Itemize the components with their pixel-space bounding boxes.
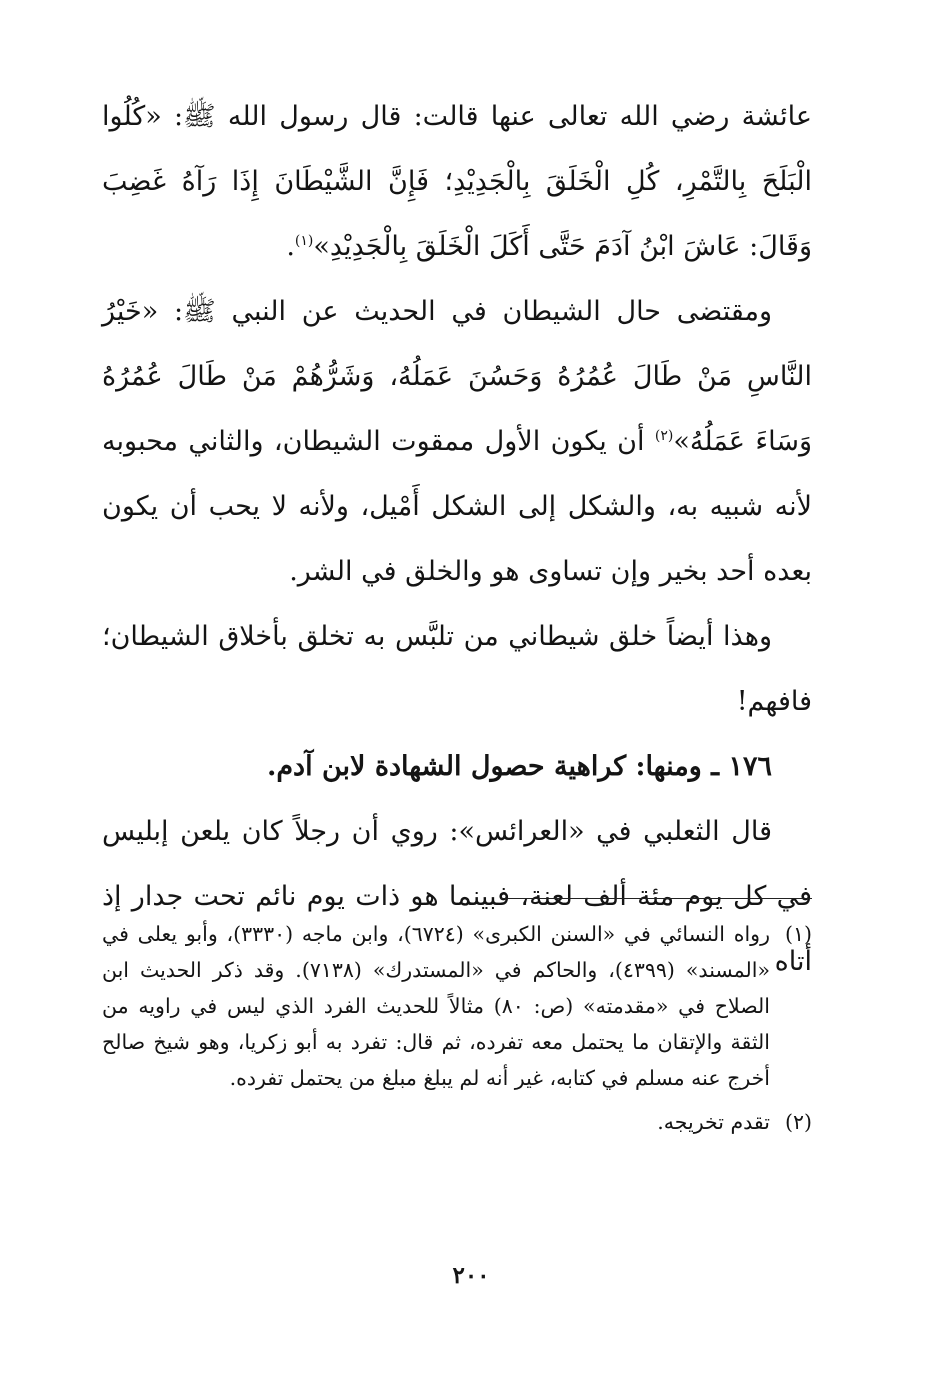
page-body [102, 84, 812, 994]
footnote-ref-2[interactable]: (٢) [654, 428, 674, 444]
footnote-text: رواه النسائي في «السنن الكبرى» (٦٧٢٤)، وابن ماجه (٣٣٣٠)، وأبو يعلى في «المسند» (٤٣٩٩)، والحاكم في «المستدرك» (٧١٣٨). وقد ذكر الحديث ابن الصلاح في «مقدمته» (ص: ٨٠) مثالاً للحديث الفرد الذي ليس في راويه من الثقة والإتقان ما يحتمل معه تفرده، ثم قال: تفرد به أبو زكريا، وهو شيخ صالح أخرج عنه مسلم في كتابه، غير أنه لم يبلغ مبلغ من يحتمل تفرده. [102, 922, 770, 1090]
footnote-text: تقدم تخريجه. [657, 1110, 770, 1134]
paragraph-tail: أن يكون الأول ممقوت الشيطان، والثاني محبوبه لأنه شبيه به، والشكل إلى الشكل أَمْيل، ولأنه لا يحب أن يكون بعده أحد بخير وإن تساوى هو والخلق في الشر. [102, 426, 812, 587]
paragraph-satanic-trait: وهذا أيضاً خلق شيطاني من تلبَّس به تخلق بأخلاق الشيطان؛ فافهم! [102, 621, 812, 717]
paragraph-hadith-dates [102, 84, 812, 279]
paragraph-text: ومقتضى حال الشيطان في الحديث عن النبي ﷺ: «خَيْرُ النَّاسِ مَنْ طَالَ عُمُرُهُ وَحَسُنَ عَمَلُهُ، وَشَرُّهُمْ مَنْ طَالَ عُمُرُهُ وَسَاءَ عَمَلُهُ» [102, 296, 812, 457]
footnote-2 [102, 1104, 812, 1140]
paragraph-best-people [102, 279, 812, 604]
footnote-number: (١) [784, 922, 812, 946]
footnote-ref-1[interactable]: (١) [294, 233, 314, 249]
section-heading: ١٧٦ ـ ومنها: كراهية حصول الشهادة لابن آدم. [266, 751, 772, 782]
paragraph-thaalibi: قال الثعلبي في «العرائس»: روي أن رجلاً كان يلعن إبليس في كل يوم مئة ألف لعنة، فبينما هو ذات يوم نائم تحت جدار إذ أتاه [102, 816, 812, 977]
footnote-1 [102, 916, 812, 1096]
footnote-divider [501, 898, 812, 899]
main-text [102, 84, 812, 994]
footnote-number: (٢) [784, 1110, 812, 1134]
paragraph-tail: . [286, 231, 295, 262]
footnotes [102, 916, 812, 1140]
page-number: ٢٠٠ [452, 1262, 490, 1289]
paragraph-text: عائشة رضي الله تعالى عنها قالت: قال رسول الله ﷺ: «كُلُوا الْبَلَحَ بِالتَّمْرِ، كُلِ الْخَلَقَ بِالْجَدِيْدِ؛ فَإِنَّ الشَّيْطَانَ إِذَا رَآهُ غَضِبَ وَقَالَ: عَاشَ ابْنُ آدَمَ حَتَّى أَكَلَ الْخَلَقَ بِالْجَدِيْدِ» [102, 101, 812, 262]
